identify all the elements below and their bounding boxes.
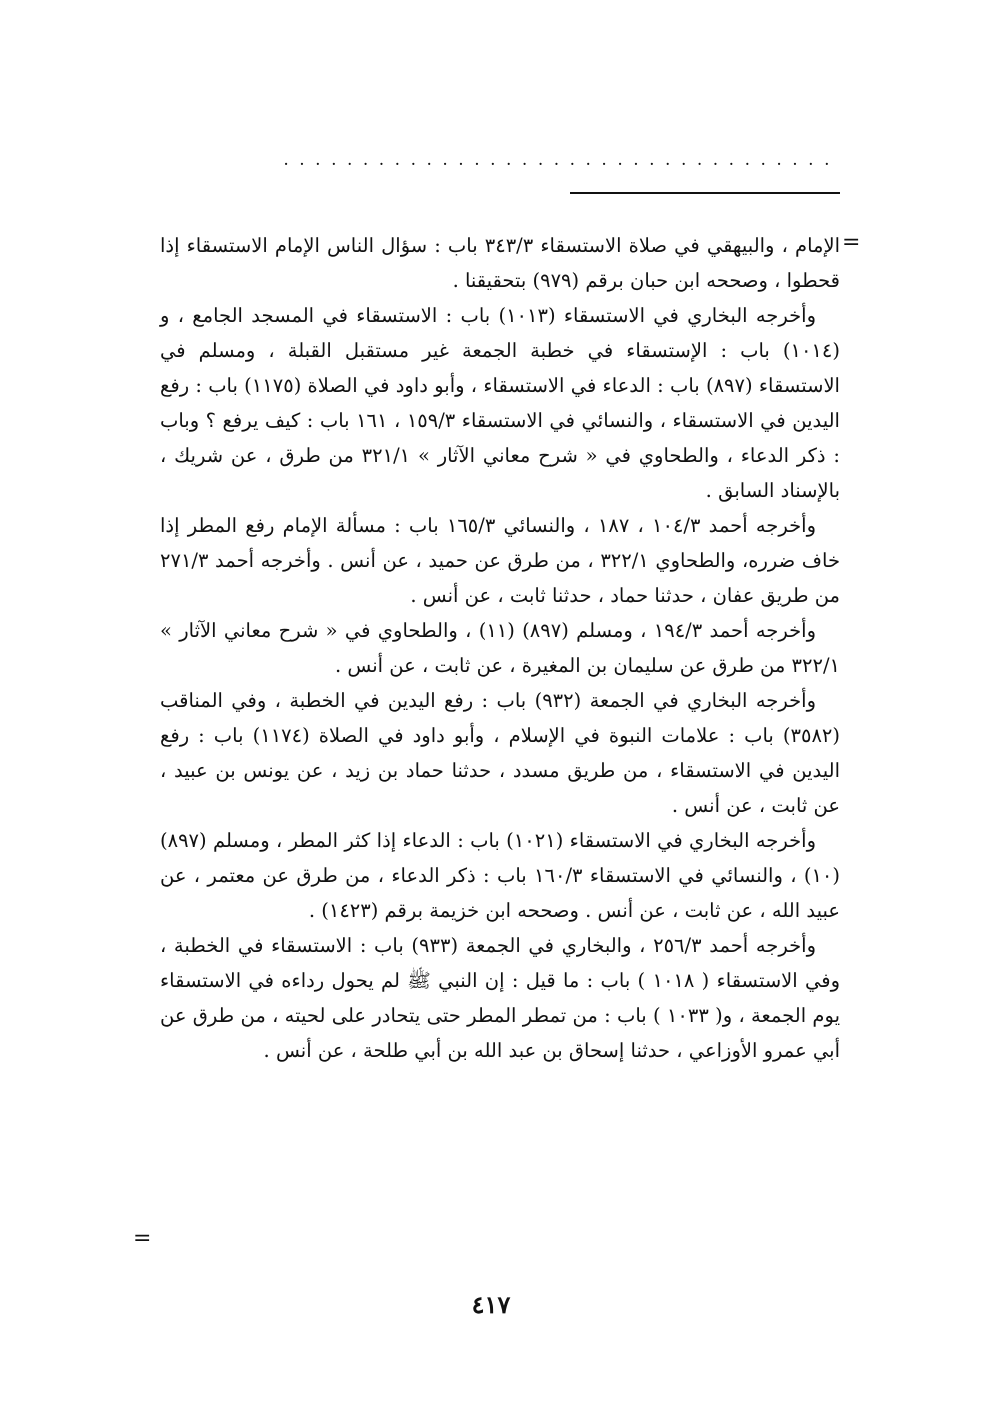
paragraph-3: وأخرجه أحمد ١٠٤/٣ ، ١٨٧ ، والنسائي ١٦٥/٣ باب : مسألة الإمام رفع المطر إذا خاف ضرره، والطحاوي ٣٢٢/١ ، من طرق عن حميد ، عن أنس . وأخرجه أحمد ٢٧١/٣ من طريق عفان ، حدثنا حماد ، حدثنا ثابت ، عن أنس . bbox=[160, 514, 840, 607]
paragraph-7: وأخرجه أحمد ٢٥٦/٣ ، والبخاري في الجمعة (٩٣٣) باب : الاستسقاء في الخطبة ، وفي الاستسقاء ( ١٠١٨ ) باب : ما قيل : إن النبي ﷺ لم يحول رداءه في الاستسقاء يوم الجمعة ، و( ١٠٣٣ ) باب : من تمطر المطر حتى يتحادر على لحيته ، من طرق عن أبي عمرو الأوزاعي ، حدثنا إسحاق بن عبد الله بن أبي طلحة ، عن أنس . bbox=[160, 934, 840, 1062]
footnote-text bbox=[160, 228, 840, 1068]
page-number: ٤١٧ bbox=[471, 1290, 511, 1319]
continuation-mark-start: = bbox=[842, 230, 861, 255]
paragraph-4: وأخرجه أحمد ١٩٤/٣ ، ومسلم (٨٩٧) (١١) ، والطحاوي في « شرح معاني الآثار » ٣٢٢/١ من طرق عن سليمان بن المغيرة ، عن ثابت ، عن أنس . bbox=[160, 619, 840, 677]
paragraph-5: وأخرجه البخاري في الجمعة (٩٣٢) باب : رفع اليدين في الخطبة ، وفي المناقب (٣٥٨٢) باب : علامات النبوة في الإسلام ، وأبو داود في الصلاة (١١٧٤) باب : رفع اليدين في الاستسقاء ، من طريق مسدد ، حدثنا حماد بن زيد ، عن يونس بن عبيد ، عن ثابت ، عن أنس . bbox=[160, 689, 841, 817]
paragraph-2: وأخرجه البخاري في الاستسقاء (١٠١٣) باب : الاستسقاء في المسجد الجامع ، و (١٠١٤) باب : الإستسقاء في خطبة الجمعة غير مستقبل القبلة ، ومسلم في الاستسقاء (٨٩٧) باب : الدعاء في الاستسقاء ، وأبو داود في الصلاة (١١٧٥) باب : رفع اليدين في الاستسقاء ، والنسائي في الاستسقاء ١٥٩/٣ ، ١٦١ باب : كيف يرفع ؟ وباب : ذكر الدعاء ، والطحاوي في « شرح معاني الآثار » ٣٢١/١ من طرق ، عن شريك ، بالإسناد السابق . bbox=[160, 304, 840, 502]
paragraph-6: وأخرجه البخاري في الاستسقاء (١٠٢١) باب : الدعاء إذا كثر المطر ، ومسلم (٨٩٧) (١٠) ، والنسائي في الاستسقاء ١٦٠/٣ باب : ذكر الدعاء ، من طرق عن معتمر ، عن عبيد الله ، عن ثابت ، عن أنس . وصححه ابن خزيمة برقم (١٤٢٣) . bbox=[160, 829, 841, 922]
paragraph-1: الإمام ، والبيهقي في صلاة الاستسقاء ٣٤٣/٣ باب : سؤال الناس الإمام الاستسقاء إذا قحطوا ، وصححه ابن حبان برقم (٩٧٩) بتحقيقنا . bbox=[160, 234, 840, 292]
continuation-mark-end: = bbox=[133, 1226, 152, 1251]
dotted-separator: ................................... bbox=[283, 150, 840, 170]
footnote-rule bbox=[570, 192, 840, 194]
